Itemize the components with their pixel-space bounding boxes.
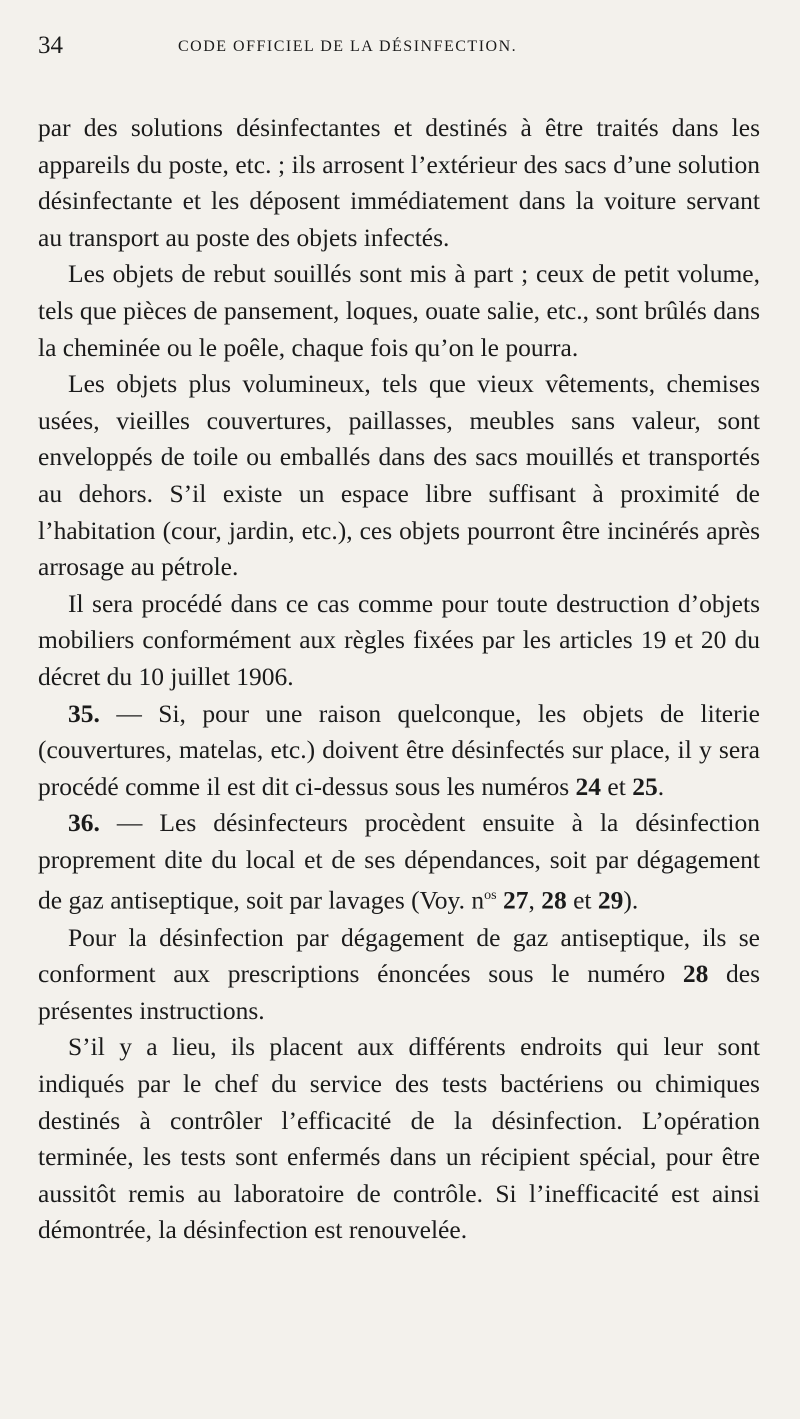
paragraph-text: des présentes instructions. (38, 959, 761, 1025)
paragraph-gaz (38, 920, 760, 1030)
ref-number: 24 (575, 771, 602, 801)
article-text: — Si, pour une raison quelconque, les objets de literie (couvertures, matelas, etc.) doivent être désinfectés sur place, il y sera procédé comme il est dit ci-dessus sous les numéros (38, 698, 760, 801)
article-number: 35. (68, 698, 100, 728)
running-head (38, 32, 760, 72)
ref-number: 27 (502, 885, 529, 915)
article-35 (38, 696, 760, 806)
ref-number: 28 (541, 885, 567, 915)
paragraph-rebut: Les objets de rebut souillés sont mis à part ; ceux de petit volume, tels que pièces de pansement, loques, ouate salie, etc., sont brûlés dans la cheminée ou le poêle, chaque fois qu’on le pourra. (38, 259, 760, 362)
superscript: os (484, 888, 497, 904)
article-text: ). (623, 885, 639, 915)
article-text: et (566, 885, 598, 915)
article-text: — Les désinfecteurs procèdent ensuite à la désinfection proprement dite du local et de ses dépendances, soit par dégagement de gaz antiseptique, soit par lavages (Voy. n (38, 808, 760, 915)
ref-number: 29 (597, 885, 624, 915)
article-number: 36. (68, 808, 100, 838)
paragraph-text: Pour la désinfection par dégagement de gaz antiseptique, ils se conforment aux prescriptions énoncées sous le numéro (38, 922, 760, 989)
paragraph-objets-volumineux: Les objets plus volumineux, tels que vieux vêtements, chemises usées, vieilles couvertures, paillasses, meubles sans valeur, sont enveloppés de toile ou emballés dans des sacs mouillés et transportés au dehors. S’il existe un espace libre suffisant à proximité de l’habitation (cour, jardin, etc.), ces objets pourront être incinérés après arrosage au pétrole. (38, 369, 760, 582)
article-36 (38, 805, 760, 919)
page-number: 34 (38, 32, 63, 59)
article-text: . (657, 771, 665, 801)
running-title: CODE OFFICIEL DE LA DÉSINFECTION. (178, 38, 518, 55)
paragraph-continuation: par des solutions désinfectantes et destinés à être traités dans les appareils du poste, etc. ; ils arrosent l’extérieur des sacs d’une solution désinfectante et les déposent immédiatement dans la voiture servant au transport au poste des objets infectés. (38, 113, 760, 252)
paragraph-tests: S’il y a lieu, ils placent aux différents endroits qui leur sont indiqués par le chef du service des tests bactériens ou chimiques destinés à contrôler l’efficacité de la désinfection. L’opération terminée, les tests sont enfermés dans un récipient spécial, pour être aussitôt remis au laboratoire de contrôle. Si l’inefficacité est ainsi démontrée, la désinfection est renouvelée. (38, 1032, 760, 1245)
ref-number: 25 (632, 771, 658, 801)
paragraph-destruction: Il sera procédé dans ce cas comme pour toute destruction d’objets mobiliers conformément aux règles fixées par les articles 19 et 20 du décret du 10 juillet 1906. (38, 588, 760, 691)
ref-number: 28 (682, 959, 709, 989)
body-text (38, 110, 760, 1249)
article-text: , (528, 885, 542, 915)
article-text: et (601, 771, 633, 801)
